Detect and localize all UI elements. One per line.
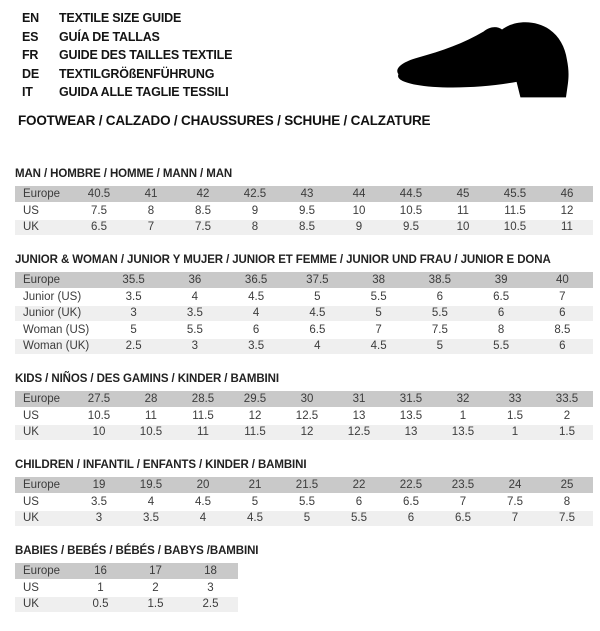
size-value-cell: 44 — [333, 186, 385, 203]
size-value-cell: 10 — [73, 424, 125, 441]
language-code: ES — [22, 29, 39, 44]
row-label: US — [15, 408, 73, 425]
language-label: GUIDA ALLE TAGLIE TESSILI — [59, 85, 229, 99]
size-value-cell: 6 — [385, 510, 437, 527]
row-label: Europe — [15, 477, 73, 494]
size-value-cell: 4 — [226, 305, 287, 322]
size-value-cell: 3.5 — [73, 494, 125, 511]
row-label: Woman (US) — [15, 322, 103, 339]
size-table — [15, 391, 593, 441]
size-value-cell: 32 — [437, 391, 489, 408]
size-value-cell: 6 — [471, 305, 532, 322]
size-value-cell: 2 — [541, 408, 593, 425]
size-value-cell: 36.5 — [226, 272, 287, 289]
size-value-cell: 4 — [125, 494, 177, 511]
row-label: Europe — [15, 391, 73, 408]
size-value-cell: 23.5 — [437, 477, 489, 494]
size-value-cell: 6.5 — [471, 289, 532, 306]
size-value-cell: 4.5 — [348, 338, 409, 355]
size-value-cell: 10.5 — [125, 424, 177, 441]
size-value-cell: 21.5 — [281, 477, 333, 494]
table-row — [15, 203, 593, 220]
table-row — [15, 272, 593, 289]
size-value-cell: 33 — [489, 391, 541, 408]
size-value-cell: 16 — [73, 563, 128, 580]
size-value-cell: 4 — [164, 289, 225, 306]
size-value-cell: 10.5 — [73, 408, 125, 425]
size-value-cell: 35.5 — [103, 272, 164, 289]
language-label: TEXTILE SIZE GUIDE — [59, 11, 182, 25]
size-value-cell: 3.5 — [103, 289, 164, 306]
size-value-cell: 27.5 — [73, 391, 125, 408]
size-value-cell: 12 — [229, 408, 281, 425]
size-tables-container — [15, 168, 593, 631]
size-value-cell: 8 — [229, 219, 281, 236]
size-value-cell: 8.5 — [281, 219, 333, 236]
size-table-section — [15, 545, 593, 613]
size-value-cell: 20 — [177, 477, 229, 494]
size-value-cell: 2.5 — [183, 596, 238, 613]
size-value-cell: 3.5 — [164, 305, 225, 322]
size-value-cell: 9 — [333, 219, 385, 236]
size-value-cell: 4.5 — [287, 305, 348, 322]
size-value-cell: 38 — [348, 272, 409, 289]
size-value-cell: 13 — [333, 408, 385, 425]
size-value-cell: 13 — [385, 424, 437, 441]
section-title: MAN / HOMBRE / HOMME / MANN / MAN — [15, 168, 233, 180]
size-value-cell: 28.5 — [177, 391, 229, 408]
size-value-cell: 5.5 — [471, 338, 532, 355]
size-value-cell: 2.5 — [103, 338, 164, 355]
table-row — [15, 424, 593, 441]
size-value-cell: 8 — [541, 494, 593, 511]
size-value-cell: 6.5 — [287, 322, 348, 339]
size-value-cell: 22 — [333, 477, 385, 494]
size-value-cell: 3 — [73, 510, 125, 527]
size-value-cell: 3 — [183, 580, 238, 597]
size-value-cell: 9.5 — [281, 203, 333, 220]
size-value-cell: 9 — [229, 203, 281, 220]
table-row — [15, 322, 593, 339]
row-label: Junior (UK) — [15, 305, 103, 322]
size-value-cell: 7.5 — [409, 322, 470, 339]
size-value-cell: 8 — [471, 322, 532, 339]
size-value-cell: 7 — [348, 322, 409, 339]
table-row — [15, 391, 593, 408]
section-title: CHILDREN / INFANTIL / ENFANTS / KINDER / BAMBINI — [15, 459, 307, 471]
size-value-cell: 4 — [287, 338, 348, 355]
size-value-cell: 5 — [348, 305, 409, 322]
size-value-cell: 10 — [437, 219, 489, 236]
table-row — [15, 494, 593, 511]
size-value-cell: 12 — [541, 203, 593, 220]
table-row — [15, 408, 593, 425]
size-value-cell: 43 — [281, 186, 333, 203]
language-code: FR — [22, 48, 39, 62]
size-value-cell: 42 — [177, 186, 229, 203]
size-value-cell: 39 — [471, 272, 532, 289]
size-value-cell: 5.5 — [348, 289, 409, 306]
size-value-cell: 5 — [409, 338, 470, 355]
size-table — [15, 477, 593, 527]
size-table-section — [15, 459, 593, 527]
row-label: UK — [15, 510, 73, 527]
size-value-cell: 28 — [125, 391, 177, 408]
size-table-section — [15, 168, 593, 236]
size-value-cell: 45 — [437, 186, 489, 203]
row-label: US — [15, 494, 73, 511]
size-value-cell: 3 — [164, 338, 225, 355]
size-value-cell: 1 — [73, 580, 128, 597]
language-label: GUIDE DES TAILLES TEXTILE — [59, 48, 233, 62]
size-value-cell: 11.5 — [489, 203, 541, 220]
size-value-cell: 5.5 — [164, 322, 225, 339]
size-value-cell: 7.5 — [177, 219, 229, 236]
language-code: IT — [22, 85, 33, 99]
category-line: FOOTWEAR / CALZADO / CHAUSSURES / SCHUHE / CALZATURE — [18, 112, 431, 128]
size-value-cell: 5 — [229, 494, 281, 511]
size-table — [15, 186, 593, 236]
size-value-cell: 1.5 — [541, 424, 593, 441]
size-value-cell: 7 — [532, 289, 593, 306]
size-value-cell: 9.5 — [385, 219, 437, 236]
size-value-cell: 33.5 — [541, 391, 593, 408]
size-value-cell: 6.5 — [385, 494, 437, 511]
size-value-cell: 2 — [128, 580, 183, 597]
table-row — [15, 596, 238, 613]
size-value-cell: 6 — [409, 289, 470, 306]
size-value-cell: 31.5 — [385, 391, 437, 408]
table-row — [15, 219, 593, 236]
size-value-cell: 7 — [489, 510, 541, 527]
row-label: US — [15, 203, 73, 220]
row-label: Europe — [15, 563, 73, 580]
size-value-cell: 5.5 — [333, 510, 385, 527]
size-value-cell: 17 — [128, 563, 183, 580]
size-value-cell: 40.5 — [73, 186, 125, 203]
size-value-cell: 10 — [333, 203, 385, 220]
size-value-cell: 5.5 — [409, 305, 470, 322]
size-value-cell: 24 — [489, 477, 541, 494]
size-value-cell: 7.5 — [541, 510, 593, 527]
size-value-cell: 12 — [281, 424, 333, 441]
size-value-cell: 3 — [103, 305, 164, 322]
size-value-cell: 44.5 — [385, 186, 437, 203]
size-value-cell: 5 — [281, 510, 333, 527]
size-value-cell: 45.5 — [489, 186, 541, 203]
table-row — [15, 563, 238, 580]
size-value-cell: 8.5 — [177, 203, 229, 220]
size-value-cell: 5.5 — [281, 494, 333, 511]
size-value-cell: 11 — [177, 424, 229, 441]
row-label: UK — [15, 424, 73, 441]
size-value-cell: 10.5 — [385, 203, 437, 220]
size-value-cell: 6 — [532, 305, 593, 322]
table-row — [15, 289, 593, 306]
size-value-cell: 7.5 — [73, 203, 125, 220]
size-value-cell: 42.5 — [229, 186, 281, 203]
language-code: EN — [22, 11, 39, 25]
size-value-cell: 4.5 — [226, 289, 287, 306]
size-value-cell: 29.5 — [229, 391, 281, 408]
size-value-cell: 6 — [226, 322, 287, 339]
size-value-cell: 22.5 — [385, 477, 437, 494]
row-label: Woman (UK) — [15, 338, 103, 355]
size-value-cell: 36 — [164, 272, 225, 289]
size-value-cell: 11 — [541, 219, 593, 236]
size-value-cell: 1.5 — [128, 596, 183, 613]
row-label: UK — [15, 219, 73, 236]
size-value-cell: 31 — [333, 391, 385, 408]
size-value-cell: 7.5 — [489, 494, 541, 511]
size-table-section — [15, 254, 593, 355]
size-value-cell: 40 — [532, 272, 593, 289]
size-value-cell: 10.5 — [489, 219, 541, 236]
size-value-cell: 7 — [125, 219, 177, 236]
size-value-cell: 6 — [532, 338, 593, 355]
language-label: TEXTILGRÖßENFÜHRUNG — [59, 66, 215, 81]
size-value-cell: 3.5 — [226, 338, 287, 355]
size-value-cell: 1 — [489, 424, 541, 441]
size-table-section — [15, 373, 593, 441]
size-value-cell: 46 — [541, 186, 593, 203]
size-value-cell: 37.5 — [287, 272, 348, 289]
size-value-cell: 12.5 — [333, 424, 385, 441]
size-table — [15, 272, 593, 355]
size-value-cell: 1.5 — [489, 408, 541, 425]
size-table — [15, 563, 238, 613]
table-row — [15, 580, 238, 597]
size-value-cell: 6.5 — [73, 219, 125, 236]
size-value-cell: 7 — [437, 494, 489, 511]
size-value-cell: 18 — [183, 563, 238, 580]
row-label: US — [15, 580, 73, 597]
size-value-cell: 4.5 — [177, 494, 229, 511]
dress-shoe-icon — [388, 16, 588, 108]
size-value-cell: 6.5 — [437, 510, 489, 527]
size-value-cell: 19 — [73, 477, 125, 494]
size-value-cell: 13.5 — [437, 424, 489, 441]
size-value-cell: 12.5 — [281, 408, 333, 425]
size-value-cell: 11 — [125, 408, 177, 425]
size-value-cell: 19.5 — [125, 477, 177, 494]
size-value-cell: 21 — [229, 477, 281, 494]
size-value-cell: 4.5 — [229, 510, 281, 527]
size-value-cell: 11.5 — [177, 408, 229, 425]
size-value-cell: 8 — [125, 203, 177, 220]
size-value-cell: 3.5 — [125, 510, 177, 527]
size-value-cell: 25 — [541, 477, 593, 494]
section-title: BABIES / BEBÉS / BÉBÉS / BABYS /BAMBINI — [15, 545, 259, 557]
size-value-cell: 4 — [177, 510, 229, 527]
section-title: JUNIOR & WOMAN / JUNIOR Y MUJER / JUNIOR ET FEMME / JUNIOR UND FRAU / JUNIOR E DONA — [15, 254, 551, 266]
row-label: UK — [15, 596, 73, 613]
size-value-cell: 1 — [437, 408, 489, 425]
section-title: KIDS / NIÑOS / DES GAMINS / KINDER / BAMBINI — [15, 373, 279, 385]
size-value-cell: 30 — [281, 391, 333, 408]
size-value-cell: 11.5 — [229, 424, 281, 441]
table-row — [15, 510, 593, 527]
row-label: Junior (US) — [15, 289, 103, 306]
table-row — [15, 477, 593, 494]
size-value-cell: 8.5 — [532, 322, 593, 339]
table-row — [15, 305, 593, 322]
language-label: GUÍA DE TALLAS — [59, 29, 160, 44]
size-value-cell: 41 — [125, 186, 177, 203]
size-value-cell: 0.5 — [73, 596, 128, 613]
size-value-cell: 38.5 — [409, 272, 470, 289]
table-row — [15, 186, 593, 203]
size-value-cell: 5 — [287, 289, 348, 306]
size-value-cell: 6 — [333, 494, 385, 511]
language-code: DE — [22, 66, 39, 81]
table-row — [15, 338, 593, 355]
row-label: Europe — [15, 186, 73, 203]
row-label: Europe — [15, 272, 103, 289]
size-value-cell: 13.5 — [385, 408, 437, 425]
size-value-cell: 11 — [437, 203, 489, 220]
size-value-cell: 5 — [103, 322, 164, 339]
